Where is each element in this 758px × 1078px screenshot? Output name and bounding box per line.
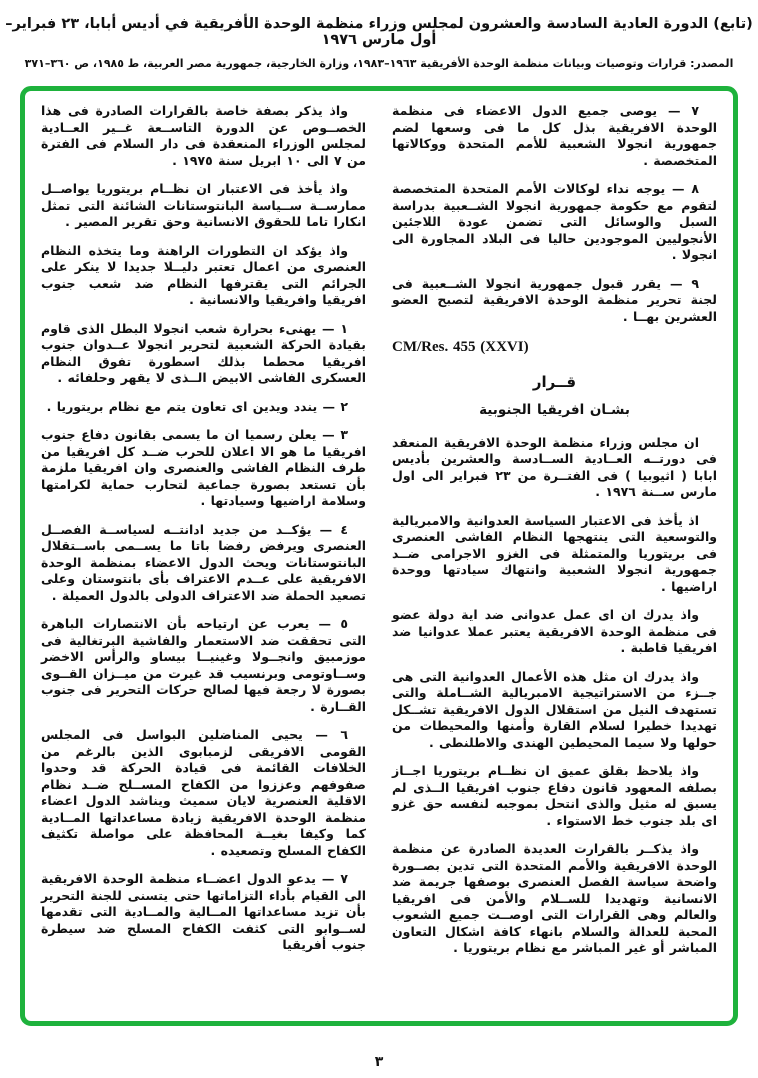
page-header — [0, 16, 758, 70]
paragraph-item-7: ٧ — يوصى جميع الدول الاعضاء فى منظمة الوحدة الافريقية بذل كل ما فى وسعها لضم جمهورية انجولا الشعبية للأمم المتحدة ووكالاتها المتخصصة . — [392, 103, 717, 168]
paragraph-item-5: ٥ — يعرب عن ارتياحه بأن الانتصارات الباهرة التى تحققت ضد الاستعمار والفاشية البرتغالية فى موزمبيق وانجــولا وغينيــا بيساو والرأس الاخضر وســاوتومى وبرنسيب قد غيرت من ميــزان القــوى بصورة لا رجعة فيها لصالح حركات التحرير فى جنوب القــارة . — [41, 616, 366, 714]
paragraph-item-8: ٨ — يوجه نداء لوكالات الأمم المتحدة المتخصصة لتقوم مع حكومة جمهورية انجولا الشــعبية بدراسة السبل والوسائل التى تضمن عودة اللاجئين الأنجوليين الموجودين حاليا فى البلاد المجاورة الى انجولا . — [392, 181, 717, 262]
paragraph-item-2: ٢ — يندد ويدين اى تعاون يتم مع نظام بريتوريا . — [46, 398, 348, 414]
header-source-line: المصدر: قرارات وتوصيات وبيانات منظمة الوحدة الأفريقية ١٩٦٣–١٩٨٣، وزارة الخارجية، جمهورية مصر العربية، ط ١٩٨٥، ص ٣٦٠–٣٧١ — [24, 57, 734, 70]
paragraph-item-6: ٦ — يحيى المناضلين البواسل فى المجلس القومى الافريقى لزمبابوى الذين بالرغم من الخلافات القائمة فى قيادة الحركة قد وحدوا صفوفهم وعززوا من الكفاح المســلح ضــد نظام الاقلية العنصرية لايان سميث ويناشد الدول اعضاء منظمة الوحدة الافريقية زيادة مساعداتها المــادية كما وكيفا بغيــة المحافظة على مواصلة تكثيف الكفاح المسلح وتصعيده . — [41, 727, 366, 858]
resolution-clause: واذ يأخذ فى الاعتبار ان نظــام بريتوريا يواصــل ممارســة ســياسة البانتوستانات الشائنة التى تمثل انكارا تاما للحقوق الانسانية وحق تقرير المصير . — [41, 181, 366, 229]
resolution-reference: CM/Res. 455 (XXVI) — [392, 339, 529, 355]
paragraph-item-1: ١ — يهنىء بحرارة شعب انجولا البطل الذى قاوم بقيادة الحركة الشعبية لتحرير انجولا عــدوان جنوب افريقيا محطما بذلك اسطورة تفوق النظام العسكرى الفاشى الابيض الــذى لا يقهر وحلفائه . — [41, 320, 366, 385]
resolution-clause: واذ يذكــر بالقرارت العديدة الصادرة عن منظمة الوحدة الافريقية والأمم المتحدة التى تدين بصــورة واضحة سياسة الفصل العنصرى بوصفها جريمة ضد الانسانية وتهديدا للســلام والأمن فى افريقيا والعالم وهى القرارات التى اوصــت جميع الشعوب المحبة للعدالة والسلام بانهاء كافة اشكال التعاون المباشر أو غير المباشر مع نظام بريتوريا . — [392, 841, 717, 955]
resolution-clause: واذ يدرك ان مثل هذه الأعمال العدوانية التى هى جــزء من الاستراتيجية الامبريالية الشــاملة والتى تستهدف النيل من استقلال الدول الافريقية تشــكل تهديدا خطيرا لسلام القارة وأمنها والمحيطات من حولها ولا سيما المحيطين الهندى والاطلنطى . — [392, 668, 717, 750]
green-framed-document-box — [20, 86, 738, 1026]
paragraph-item-3: ٣ — يعلن رسميا ان ما يسمى بقانون دفاع جنوب افريقيا ما هو الا اعلان للحرب ضــد كل افريقيا من طرف النظام الفاشى والعنصرى وان افريقيا ملزمة بأن تستعد بصورة جماعية لتحارب حماية لكرامتها وسلامة اراضيها وسيادتها . — [41, 427, 366, 508]
header-session-line: (تابع) الدورة العادية السادسة والعشرون لمجلس وزراء منظمة الوحدة الأفريقية في أديس أبابا، ٢٣ فبراير– أول مارس ١٩٧٦ — [5, 16, 753, 48]
two-column-layout — [41, 103, 717, 1011]
resolution-clause: اذ يأخذ فى الاعتبار السياسة العدوانية والامبريالية والتوسعية التى ينتهجها النظام الفاشى العنصرى فى بريتوريا والمتمثلة فى الغزو الاجرامى ضــد جمهورية انجولا الشعبية وانتهاك سيادتها ووحدة اراضيها . — [392, 512, 717, 594]
resolution-clause: واذ يؤكد ان التطورات الراهنة وما يتخذه النظام العنصرى من اعمال تعتبر دليــلا جديدا لا ينكر على الجرائم التى يقترفها النظام ضد شعب جنوب افريقيا وافريقيا والانسانية . — [41, 242, 366, 307]
page-number: ٣ — [374, 1054, 384, 1070]
column-left — [41, 103, 366, 1011]
paragraph-item-7b: ٧ — يدعو الدول اعضــاء منظمة الوحدة الافريقية الى القيام بأداء التزاماتها حتى يتسنى للجنة التحرير بأن تزيد مساعداتها المــالية والمــادية التى تقدمها لســوابو التى كثفت الكفاح المسلح ضد سيطرة جنوب أفريقيا — [41, 871, 366, 952]
paragraph-item-4: ٤ — يؤكــد من جديد ادانتــه لسياســة الفصــل العنصرى ويرفض رفضا باتا ما يســمى باســتقلال البانتوستانات ويحث الدول الاعضاء بمنظمة الوحدة الافريقية على عــدم الاعتراف بأى بانتوستان وعلى تصعيد الحملة ضد الاعتراف الدولى بالدول العميلة . — [41, 521, 366, 603]
resolution-clause: واذ يلاحظ بقلق عميق ان نظــام بريتوريا اجــاز بصلفه المعهود قانون دفاع جنوب افريقيا الــذى لم يسبق له مثيل والذى انتحل بموجبه لنفسه حق غزو اى بلد جنوب خط الاستواء . — [392, 763, 717, 828]
resolution-clause: واذ يذكر بصفة خاصة بالقرارات الصادرة فى هذا الخصــوص عن الدورة التاســعة غــير العــادية لمجلس الوزراء المنعقدة فى دار السلام فى الفترة من ٧ الى ١٠ ابريل سنة ١٩٧٥ . — [41, 103, 366, 168]
paragraph-item-9: ٩ — يقرر قبول جمهورية انجولا الشــعبية فى لجنة تحرير منظمة الوحدة الافريقية لتصبح العضو العشرين بهــا . — [392, 275, 717, 324]
resolution-preamble: ان مجلس وزراء منظمة الوحدة الافريقية المنعقد فى دورتــه العــادية الســادسة والعشرين بأديس ابابا ( اثيوبيا ) فى الفتــرة من ٢٣ فبراير الى اول مارس ســنة ١٩٧٦ . — [392, 434, 717, 499]
column-right — [392, 103, 717, 1011]
resolution-title: قــرار — [532, 372, 577, 391]
resolution-clause: واذ يدرك ان اى عمل عدوانى ضد اية دولة عضو فى منظمة الوحدة الافريقية يعتبر عملا عدوانيا ضد افريقيا قاطبة . — [392, 607, 717, 655]
resolution-subject: بشـان افريقيا الجنوبية — [479, 402, 630, 418]
